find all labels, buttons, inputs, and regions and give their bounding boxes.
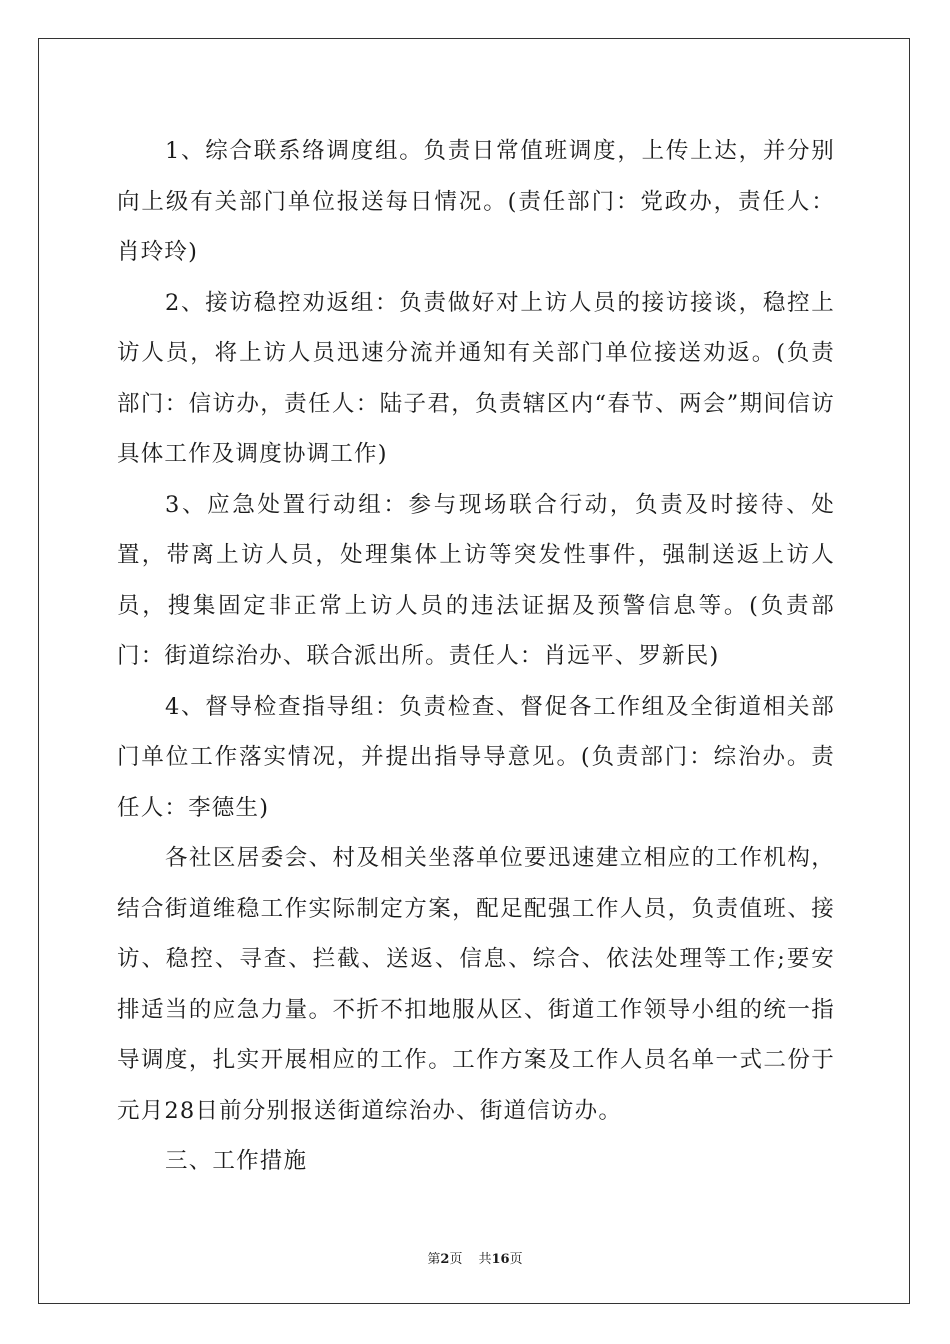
paragraph-item-2: 2、接访稳控劝返组：负责做好对上访人员的接访接谈，稳控上访人员，将上访人员迅速分流并通知有关部门单位接送劝返。(负责部门：信访办，责任人：陆子君，负责辖区内“春节、两会”期间信访具体工作及调度协调工作) bbox=[117, 289, 835, 467]
total-pages: 16 bbox=[491, 1252, 510, 1267]
page-suffix: 页 bbox=[449, 1252, 463, 1267]
total-suffix: 页 bbox=[509, 1252, 523, 1267]
paragraph-item-4: 4、督导检查指导组：负责检查、督促各工作组及全街道相关部门单位工作落实情况，并提出指导导意见。(负责部门：综治办。责任人：李德生) bbox=[117, 693, 835, 821]
paragraph-item-3: 3、应急处置行动组：参与现场联合行动，负责及时接待、处置，带离上访人员，处理集体上访等突发性事件，强制送返上访人员，搜集固定非正常上访人员的违法证据及预警信息等。(负责部门：街道综治办、联合派出所。责任人：肖远平、罗新民) bbox=[117, 491, 835, 669]
document-body bbox=[117, 126, 835, 1187]
page-prefix: 第 bbox=[427, 1252, 441, 1267]
paragraph-requirements: 各社区居委会、村及相关坐落单位要迅速建立相应的工作机构，结合街道维稳工作实际制定方案，配足配强工作人员，负责值班、接访、稳控、寻查、拦截、送返、信息、综合、依法处理等工作;要安排适当的应急力量。不折不扣地服从区、街道工作领导小组的统一指导调度，扎实开展相应的工作。工作方案及工作人员名单一式二份于元月28日前分别报送街道综治办、街道信访办。 bbox=[117, 845, 835, 1124]
page-footer bbox=[0, 1248, 950, 1267]
page-number: 2 bbox=[440, 1252, 450, 1267]
paragraph-item-1: 1、综合联系络调度组。负责日常值班调度，上传上达，并分别向上级有关部门单位报送每日情况。(责任部门：党政办，责任人：肖玲玲) bbox=[117, 138, 835, 265]
section-heading-measures: 三、工作措施 bbox=[165, 1148, 308, 1174]
total-prefix: 共 bbox=[478, 1252, 492, 1267]
